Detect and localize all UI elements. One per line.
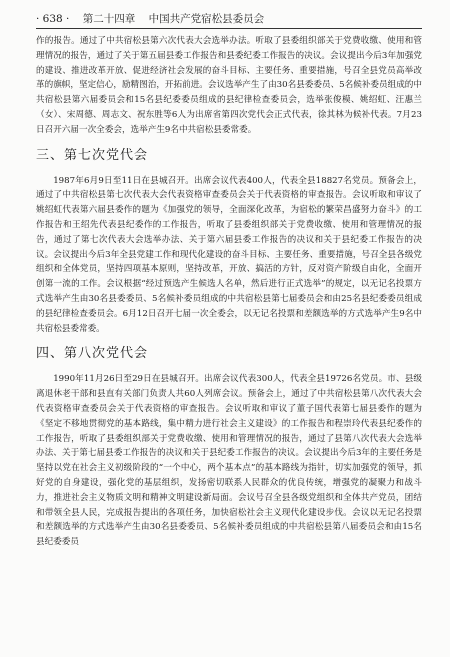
- chapter-label: 第二十四章: [82, 13, 136, 25]
- section-heading-8th-congress: 四、第八次党代会: [36, 346, 149, 362]
- chapter-title: 中国共产党宿松县委员会: [148, 13, 265, 25]
- paragraph-7th-congress: 1987年6月9日至11日在县城召开。出席会议代表400人，代表全县18827名党员。预备会上，通过了中共宿松县第七次代表大会代表资格审查委员会关于代表资格的审查报告。会议听取和审议了姚绍虹代表第六届县委作的题为《加强党的领导，全面深化改革，为宿松的繁荣昌盛努力奋斗》的工作报告和王绍先代表县纪委作的工作报告，听取了县委组织部关于党费收缴、使用和管理情况的报告，通过了第七次代表大会选举办法、关于第六届县委工作报告的决议和关于县纪委工作报告的决议。会议提出今后3年全县党建工作和现代化建设的奋斗目标、主要任务、重要措施，号召全县各级党组织和全体党员，坚持四项基本原则，坚持改革，开放、搞活的方针，反对资产阶级自由化，全面开创第一流的工作。会议根据“经过预选产生候选人名单，然后进行正式选举”的规定，以无记名投票方式选举产生由30名县委委员、5名候补委员组成的中共宿松县第七届委员会和由25名县纪委委员组成的县纪律检查委员会。6月12日召开七届一次全委会，以无记名投票和差额选举的方式选举产生9名中共宿松县委常委。: [36, 175, 422, 334]
- document-body: [36, 34, 422, 550]
- running-header: [36, 10, 422, 29]
- page-number: · 638 ·: [36, 13, 70, 25]
- section-heading-7th-congress: 三、第七次党代会: [36, 147, 149, 163]
- paragraph-8th-congress: 1990年11月26日至29日在县城召开。出席会议代表300人，代表全县19726名党员。市、县级离退休老干部和县直有关部门负责人共60人列席会议。预备会上，通过了中共宿松县第八次代表大会代表资格审查委员会关于代表资格的审查报告。会议听取和审议了董子国代表第七届县委作的题为《坚定不移地贯彻党的基本路线，集中精力进行社会主义建设》的工作报告和程崇玲代表县纪委作的工作报告，听取了县委组织部关于党费收缴、使用和管理情况的报告，通过了县第八次代表大会选举办法、关于第七届县委工作报告的决议和关于县纪委工作报告的决议。会议提出今后3年的主要任务是坚持以党在社会主义初级阶段的“一个中心，两个基本点”的基本路线为指针，切实加强党的领导，抓好党的自身建设，强化党的基层组织，发扬密切联系人民群众的优良传统，增强党的凝聚力和战斗力，推进社会主义物质文明和精神文明建设新局面。会议号召全县各级党组织和全体共产党员，团结和带领全县人民，完成报告提出的各项任务，加快宿松社会主义现代化建设步伐。会议以无记名投票和差额选举的方式选举产生由30名县委委员、5名候补委员组成的中共宿松县第八届委员会和由15名县纪委委员: [36, 374, 422, 548]
- paragraph-opening: 作的报告。通过了中共宿松县第六次代表大会选举办法。听取了县委组织部关于党费收缴、使用和管理情况的报告，通过了关于第五届县委工作报告和县委纪委工作报告的决议。会议提出今后3年加强党的建设、推进改革开放、促进经济社会发展的奋斗目标、主要任务、重要措施，号召全县党员高举改革的旗帜，坚定信心，励精图治，开拓前进。会议选举产生了由30名县委委员、5名候补委员组成的中共宿松县第六届委员会和15名县纪委委员组成的县纪律检查委员会，选举张俊模、姚绍虹、汪惠兰（女）、宋周德、周志文、祝东胜等6人为出席省第四次党代会正式代表，徐其林为候补代表。7月23日召开六届一次全委会，选举产生9名中共宿松县委常委。: [36, 36, 422, 135]
